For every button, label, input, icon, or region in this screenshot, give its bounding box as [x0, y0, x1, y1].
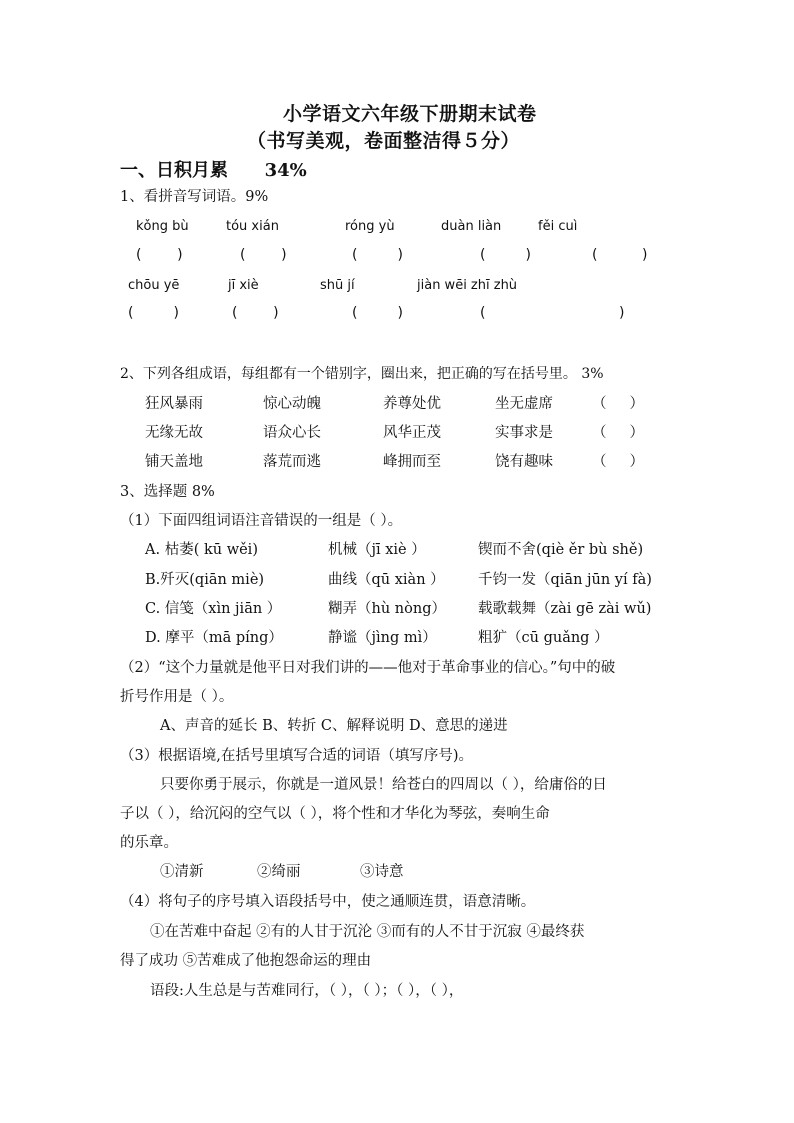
q3-2-options: A、声音的延长 B、转折 C、解释说明 D、意思的递进: [160, 718, 508, 734]
q3-label: 3、选择题 8%: [120, 484, 215, 500]
answer-blank-6[interactable]: ( ): [128, 305, 179, 321]
answer-blank-8[interactable]: ( ): [352, 305, 403, 321]
q2-label: 2、下列各组成语，每组都有一个错别字，圈出来，把正确的写在括号里。 3%: [120, 366, 604, 382]
idiom-2-2: 语众心长: [263, 425, 321, 441]
q1-label: 1、看拼音写词语。9%: [120, 189, 269, 205]
option-d-2: 静谧（jìng mì）: [328, 630, 437, 646]
idiom-2-4: 实事求是: [495, 425, 553, 441]
q3-3-choice-1: ①清新: [160, 864, 204, 880]
pinyin-8: shū jí: [320, 278, 355, 293]
idiom-answer-2[interactable]: （ ）: [592, 425, 645, 441]
q3-1-question: （1）下面四组词语注音错误的一组是（ ）。: [120, 513, 403, 529]
q3-4-line3: 语段:人生总是与苦难同行，（ ），（ ）；（ ），（ ），: [150, 983, 464, 999]
idiom-3-1: 铺天盖地: [145, 454, 203, 470]
option-a-2: 机械（jī xiè ）: [328, 542, 426, 558]
answer-blank-4[interactable]: ( ): [480, 247, 531, 263]
pinyin-7: jī xiè: [228, 278, 259, 293]
q3-4-line2: 得了成功 ⑤苦难成了他抱怨命运的理由: [120, 953, 372, 969]
section-1-score: 34%: [264, 160, 307, 181]
idiom-2-3: 风华正茂: [383, 425, 441, 441]
pinyin-1: kǒng bù: [136, 219, 189, 234]
q3-3-question: （3）根据语境,在括号里填写合适的词语（填写序号)。: [120, 748, 473, 764]
exam-title: 小学语文六年级下册期末试卷: [283, 103, 537, 125]
exam-subtitle: （书写美观，卷面整洁得５分）: [247, 130, 521, 152]
pinyin-3: róng yù: [345, 219, 395, 234]
option-d-3: 粗犷（cū guǎng ）: [478, 630, 609, 646]
pinyin-9: jiàn wēi zhī zhù: [417, 278, 518, 293]
option-c-2: 糊弄（hù nòng）: [328, 601, 446, 617]
q3-3-line2: 子以（ ），给沉闷的空气以（ ），将个性和才华化为琴弦，奏响生命: [120, 806, 550, 822]
pinyin-5: fěi cuì: [538, 219, 578, 234]
idiom-answer-3[interactable]: （ ）: [592, 454, 645, 470]
pinyin-2: tóu xián: [226, 219, 279, 234]
option-a-3: 锲而不舍(qiè ěr bù shě): [478, 542, 644, 558]
option-b-1: B.歼灭(qiān miè): [145, 572, 265, 588]
option-c-1: C. 信笺（xìn jiān ）: [145, 601, 282, 617]
option-c-3: 载歌载舞（zài gē zài wǔ): [478, 601, 652, 617]
idiom-1-1: 狂风暴雨: [145, 396, 203, 412]
q3-3-line3: 的乐章。: [120, 835, 178, 851]
q3-3-line1: 只要你勇于展示，你就是一道风景！给苍白的四周以（ ），给庸俗的日: [160, 777, 607, 793]
section-1-heading: [120, 156, 307, 182]
option-a-1: A. 枯萎( kū wěi): [145, 542, 258, 558]
answer-blank-1[interactable]: ( ): [136, 247, 183, 263]
idiom-1-4: 坐无虚席: [495, 396, 553, 412]
answer-blank-7[interactable]: ( ): [232, 305, 279, 321]
answer-blank-5[interactable]: ( ): [592, 247, 648, 263]
option-b-3: 千钧一发（qiān jūn yí fà): [478, 572, 652, 588]
q3-4-line1: ①在苦难中奋起 ②有的人甘于沉沦 ③而有的人不甘于沉寂 ④最终获: [150, 924, 585, 940]
answer-blank-9[interactable]: ( ): [480, 305, 625, 321]
q3-2-line1: （2）“这个力量就是他平日对我们讲的——他对于革命事业的信心。”句中的破: [120, 660, 616, 676]
idiom-3-2: 落荒而逃: [263, 454, 321, 470]
idiom-1-3: 养尊处优: [383, 396, 441, 412]
idiom-1-2: 惊心动魄: [263, 396, 321, 412]
answer-blank-2[interactable]: ( ): [240, 247, 287, 263]
q3-2-line2: 折号作用是（ ）。: [120, 689, 234, 705]
answer-blank-3[interactable]: ( ): [352, 247, 403, 263]
q3-3-choice-3: ③诗意: [360, 864, 404, 880]
q3-4-question: （4）将句子的序号填入语段括号中，使之通顺连贯，语意清晰。: [120, 894, 536, 910]
option-b-2: 曲线（qū xiàn ）: [328, 572, 445, 588]
idiom-2-1: 无缘无故: [145, 425, 203, 441]
q3-3-choice-2: ②绮丽: [257, 864, 301, 880]
idiom-3-3: 峰拥而至: [383, 454, 441, 470]
option-d-1: D. 摩平（mā píng）: [145, 630, 283, 646]
pinyin-4: duàn liàn: [441, 219, 502, 234]
idiom-3-4: 饶有趣味: [495, 454, 553, 470]
idiom-answer-1[interactable]: （ ）: [592, 396, 645, 412]
section-1-label: 一、日积月累: [120, 160, 228, 181]
pinyin-6: chōu yē: [128, 278, 180, 293]
